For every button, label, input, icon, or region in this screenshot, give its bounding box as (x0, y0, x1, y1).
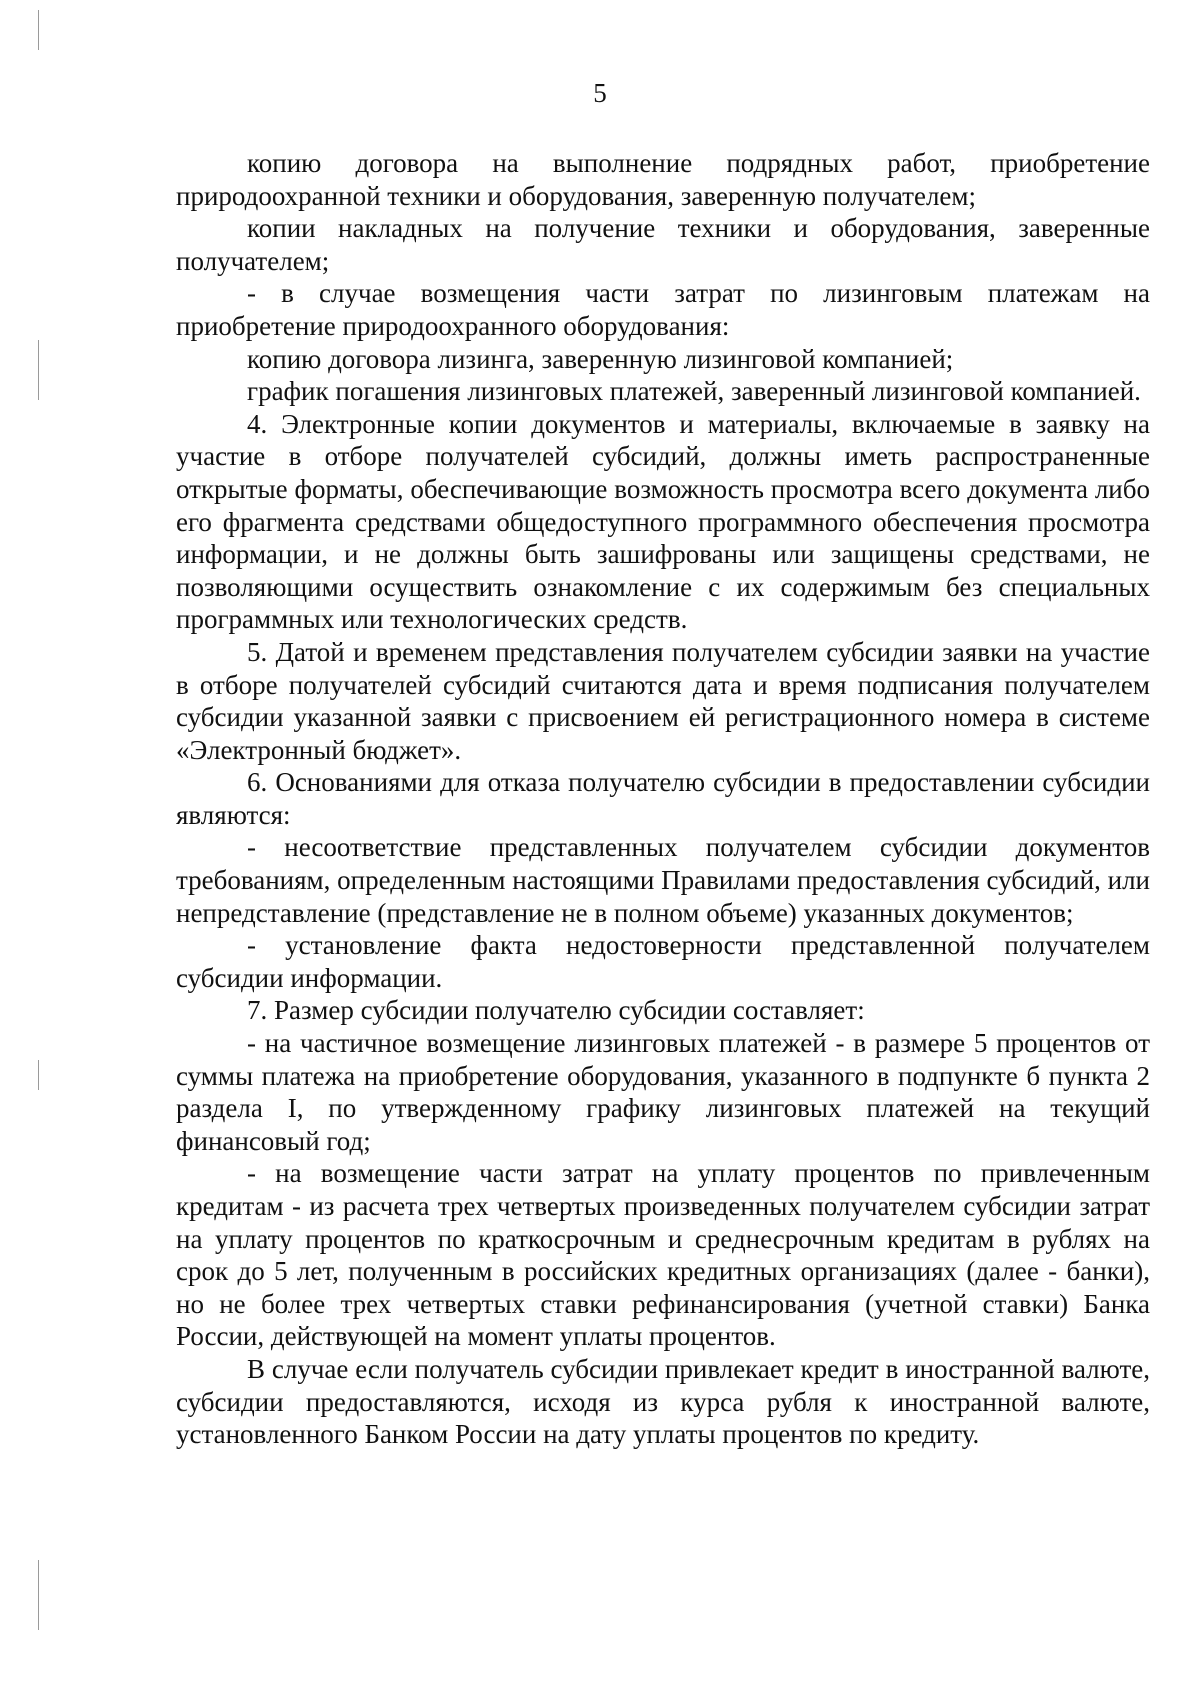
paragraph: 6. Основаниями для отказа получателю субсидии в предоставлении субсидии являются: (176, 767, 1150, 830)
paragraph: - установление факта недостоверности представленной получателем субсидии информации. (176, 930, 1150, 993)
scan-edge-mark (38, 1560, 39, 1630)
paragraph: график погашения лизинговых платежей, заверенный лизинговой компанией. (247, 376, 1141, 407)
paragraph: копию договора лизинга, заверенную лизинговой компанией; (247, 343, 954, 374)
paragraph: 7. Размер субсидии получателю субсидии составляет: (247, 995, 865, 1026)
paragraph: 5. Датой и временем представления получателем субсидии заявки на участие в отборе получателей субсидий считаются дата и время подписания получателем субсидии указанной заявки с присвоением ей регистрационного номера в системе «Электронный бюджет». (176, 636, 1150, 765)
paragraph: - на возмещение части затрат на уплату процентов по привлеченным кредитам - из расчета трех четвертых произведенных получателем субсидии затрат на уплату процентов по краткосрочным и среднесрочным кредитам в рублях на срок до 5 лет, полученным в российских кредитных организациях (далее - банки), но не более трех четвертых ставки рефинансирования (учетной ставки) Банка России, действующей на момент уплаты процентов. (176, 1158, 1150, 1352)
paragraph: копию договора на выполнение подрядных работ, приобретение природоохранной техники и оборудования, заверенную получателем; (176, 148, 1150, 211)
paragraph: - на частичное возмещение лизинговых платежей - в размере 5 процентов от суммы платежа на приобретение оборудования, указанного в подпункте б пункта 2 раздела I, по утвержденному графику лизинговых платежей на текущий финансовый год; (176, 1028, 1150, 1156)
paragraph: - в случае возмещения части затрат по лизинговым платежам на приобретение природоохранного оборудования: (176, 278, 1150, 341)
paragraph: копии накладных на получение техники и оборудования, заверенные получателем; (176, 213, 1150, 276)
scan-edge-mark (38, 10, 39, 50)
paragraph: - несоответствие представленных получателем субсидии документов требованиям, определенным настоящими Правилами предоставления субсидий, или непредставление (представление не в полном объеме) указанных документов; (176, 832, 1150, 928)
paragraph: В случае если получатель субсидии привлекает кредит в иностранной валюте, субсидии предоставляются, исходя из курса рубля к иностранной валюте, установленного Банком России на дату уплаты процентов по кредиту. (176, 1353, 1150, 1450)
scan-edge-mark (38, 1060, 39, 1090)
page-number: 5 (593, 78, 607, 108)
paragraph: 4. Электронные копии документов и материалы, включаемые в заявку на участие в отборе получателей субсидий, должны иметь распространенные открытые форматы, обеспечивающие возможность просмотра всего документа либо его фрагмента средствами общедоступного программного обеспечения просмотра информации, и не должны быть зашифрованы или защищены средствами, не позволяющими осуществить ознакомление с их содержимым без специальных программных или технологических средств. (176, 408, 1150, 635)
document-body (176, 147, 1150, 1451)
scan-edge-mark (38, 340, 39, 400)
